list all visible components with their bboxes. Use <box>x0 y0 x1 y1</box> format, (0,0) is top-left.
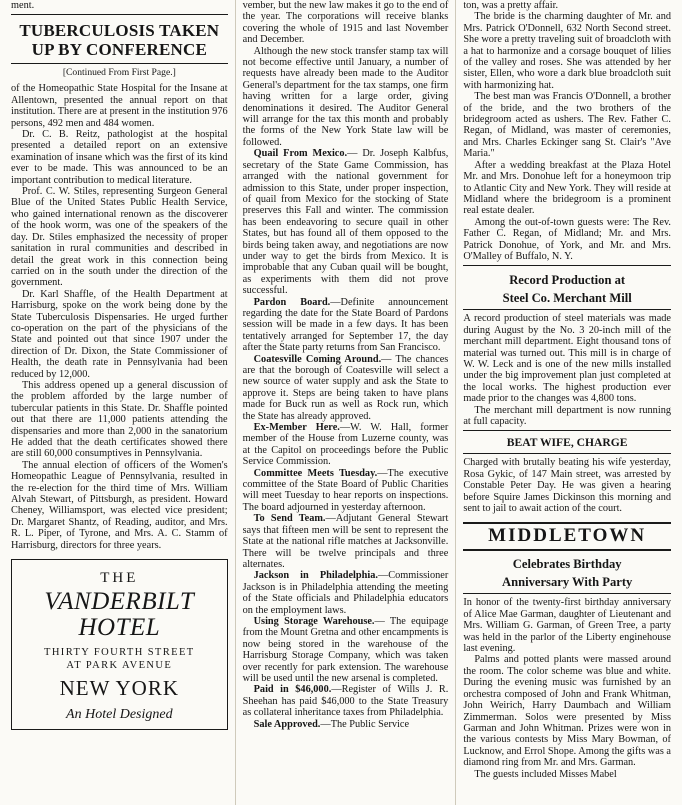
continued-from-line: [Continued From First Page.] <box>62 67 176 79</box>
headline-beat-wife-charge: BEAT WIFE, CHARGE <box>506 436 628 450</box>
article-paragraph: Dr. C. B. Reitz, pathologist at the hospital presented a detailed report on an extensive examination of insane which was the first of its kind ever to be made. This was announced to be an important contribution to medical literature. <box>11 129 228 186</box>
column-center <box>235 0 456 805</box>
headline-birthday-line1: Celebrates Birthday <box>512 557 622 572</box>
article-paragraph: Dr. Karl Shaffle, of the Health Department at Harrisburg, spoke on the work being done by the State Tuberculosis Dispensaries. He urged further co-operation on the part of the physicians of the State and pointed out that since 1907 under the direction of Dr. Dixon, the State Commissioner of Health, the death rate in Pennsylvania had been reduced by 12,000. <box>11 288 228 380</box>
news-brief <box>243 148 449 296</box>
advertisement-vanderbilt-hotel[interactable] <box>11 559 228 730</box>
news-brief-lead: Ex-Member Here. <box>253 422 340 434</box>
news-brief-text: —The executive committee of the State Board of Public Charities will meet Tuesday to hear reports on inspections. The board adjourned in yesterday afternoon. <box>242 467 449 513</box>
divider-rule <box>11 63 228 64</box>
news-brief <box>243 719 449 730</box>
news-brief-lead: Paid in $46,000. <box>253 684 332 696</box>
divider-rule <box>11 14 228 15</box>
divider-rule <box>463 430 671 431</box>
news-brief-lead: Committee Meets Tuesday. <box>253 467 378 479</box>
column-left <box>4 0 235 805</box>
article-paragraph: After a wedding breakfast at the Plaza Hotel Mr. and Mrs. Donohue left for a honeymoon trip to Atlantic City and New York. They will reside at Midland where the bridegroom is a prominent real estate dealer. <box>463 159 671 217</box>
news-brief-text: —Register of Wills J. R. Sheehan has paid $46,000 to the State Treasury as collateral inheritance taxes from Philadelphia. <box>242 684 449 719</box>
section-tag-middletown: MIDDLETOWN <box>463 522 671 551</box>
ad-city: NEW YORK <box>59 676 180 701</box>
news-brief-text: —Definite announcement regarding the date for the State Board of Pardons session will be made in a few days. It has been tentatively arranged for September 17, the day after the State party returns from San Francisco. <box>242 296 449 354</box>
ad-the-label: THE <box>100 570 139 587</box>
news-brief-lead: Coatesville Coming Around. <box>253 353 382 365</box>
article-paragraph: This address opened up a general discussion of the problem afforded by the large number of tubercular patients in this State. Dr. Shaffle pointed out that there are 11,000 patients attending the dispensaries and more than 2,000 in the sanatorium He added that the death certificates showed there are still 60,000 consumptives in Pennsylvania. <box>11 379 228 460</box>
news-brief-text: —Adjutant General Stewart says that fifteen men will be sent to represent the State at the national rifle matches at Jacksonville. There will be twelve principals and three alternates. <box>242 513 449 570</box>
news-brief <box>243 684 449 718</box>
ad-address-line1: THIRTY FOURTH STREET <box>44 647 195 659</box>
article-paragraph: The merchant mill department is now running at full capacity. <box>463 404 671 427</box>
news-brief-lead: To Send Team. <box>253 513 326 525</box>
article-paragraph: ton, was a pretty affair. <box>463 0 559 11</box>
news-brief-lead: Quail From Mexico. <box>253 148 348 160</box>
news-brief <box>243 513 449 570</box>
top-fragment-text: ment. <box>11 0 35 11</box>
news-brief-lead: Sale Approved. <box>253 718 321 730</box>
divider-rule <box>463 453 671 454</box>
news-brief <box>243 570 449 616</box>
news-brief <box>243 422 449 468</box>
news-brief-text: — The chances are that the borough of Coatesville will select a new source of water supply and ask the State to approve it. Steps are being taken to have plans made for Buck run as well as Rock run, which the State has already approved. <box>242 353 449 422</box>
news-brief <box>243 468 449 514</box>
headline-record-production-line1: Record Production at <box>509 273 626 288</box>
article-paragraph: A record production of steel materials was made during August by the No. 3 20-inch mill of the merchant mill department. Eight thousand tons of material was turned out. This mill is in charge of W. W. Leck and is one of the new mills installed under the big improvement plan just completed at the local works. The highest production ever made prior to the changes was 4,800 tons. <box>463 313 671 405</box>
ad-name-line1: VANDERBILT <box>44 588 195 616</box>
news-brief-text: —Commissioner Jackson is in Philadelphia attending the meeting of the State officials and Philadelphia educators on the employment laws. <box>242 570 449 616</box>
column-right <box>455 0 678 805</box>
article-paragraph: Prof. C. W. Stiles, representing Surgeon General Blue of the United States Public Health Service, who gained international renown as the discoverer of the hook worm, was one of the speakers of the day. Dr. Stiles emphasized the necessity of proper sanitation in rural communities and described in detail the great work in this connection being carried on in the south under the direction of the government. <box>11 186 228 289</box>
article-paragraph: The best man was Francis O'Donnell, a brother of the bride, and the two brothers of the bridegroom acted as ushers. The Rev. Father C. Regan, of Midland, was master of ceremonies, and Mrs. Charles Eckinger sang St. Clair's "Ave Maria." <box>463 91 671 160</box>
article-paragraph: The annual election of officers of the Women's Homeopathic League of Pennsylvania, resulted in the re-election for the third time of Mrs. William Alvah Stewart, of Pittsburgh, as president. Howard Cheney, Williamsport, was elected vice president; Dr. Margaret Shantz, of Reading, auditor, and Mrs. R. L. Piper, of Tyrone, and Mrs. A. C. Stamm of Harrisburg, directors for three years. <box>11 459 228 551</box>
ad-tagline: An Hotel Designed <box>66 707 173 723</box>
news-brief <box>243 297 449 354</box>
article-paragraph: Although the new stock transfer stamp tax will not become effective until January, a number of requests have already been made to the Auditor General's department for the tax stamps, one firm having written for a large order, giving denominations it desired. The Auditor General will arrange for the tax this month and probably the forms of the New York State law will be followed. <box>242 45 449 148</box>
news-brief-lead: Jackson in Philadelphia. <box>253 570 378 582</box>
article-paragraph: The bride is the charming daughter of Mr. and Mrs. Patrick O'Donnell, 632 North Second street. She wore a pretty traveling suit of broadcloth with a hat to harmonize and a corsage bouquet of lilies of the valley and roses. She was attended by her sister, Ellen, who wore a dark blue broadcloth suit with harmonizing hat. <box>463 11 671 91</box>
news-brief <box>243 616 449 684</box>
article-paragraph: Palms and potted plants were massed around the room. The color scheme was blue and white. During the evening music was furnished by an orchestra composed of John and Frank Whitman, John Weirich, Harry Daumbach and William Zimmerman. Solos were presented by Miss Garman and John Whitman. Prizes were won in the various contests by Miss Mary Bowman, of Lucknow, and Errol Shope. Among the gifts was a diamond ring from Mr. and Mrs. Garman. <box>463 654 671 769</box>
news-brief-text: —The Public Service <box>320 718 410 730</box>
news-brief <box>243 354 449 422</box>
headline-record-production-line2: Steel Co. Merchant Mill <box>502 291 632 306</box>
article-paragraph: Among the out-of-town guests were: The Rev. Father C. Regan, of Midland; Mr. and Mrs. Patrick Donohue, of York, and Mr. and Mrs. O'Malley of Buffalo, N. Y. <box>463 216 671 262</box>
divider-rule <box>463 309 671 310</box>
article-paragraph: In honor of the twenty-first birthday anniversary of Alice Mae Garman, daughter of Lieutenant and Mrs. William G. Garman, of Green Tree, a party was held in the parlor of the Liberty enginehouse last evening. <box>463 597 671 655</box>
news-brief-text: — Dr. Joseph Kalbfus, secretary of the State Game Commission, has arranged with the national government for admission to this State, under proper inspection, of quail from Mexico for the stocking of State preserves this Fall and winter. The commission has been endeavoring to secure quail in other States, but has found all of them opposed to the birds being taken away, and negotiations are now under way to get the birds from Mexico. It is improbable that any Cuban quail will be bought, as experiments with them did not prove successful. <box>242 148 449 297</box>
divider-rule <box>463 593 671 594</box>
news-brief-text: —W. W. Hall, former member of the House from Luzerne county, was at the Capitol on proceedings before the Public Service Commission. <box>242 422 449 468</box>
article-paragraph: vember, but the new law makes it go to the end of the year. The corporations will receive blanks covering the whole of 1915 and last November and December. <box>242 0 449 46</box>
ad-name-line2: HOTEL <box>78 614 161 642</box>
ad-address-line2: AT PARK AVENUE <box>66 660 173 672</box>
news-brief-text: — The equipage from the Mount Gretna and other encampments is now being stored in the warehouse of the Harrisburg Storage Company, which was taken over recently for park extension. The warehouse will be used until the new arsenal is completed. <box>242 615 449 684</box>
article-paragraph: of the Homeopathic State Hospital for the Insane at Allentown, presented the annual report on that institution. There are at present in the institution 976 persons, 492 men and 484 women. <box>11 83 228 129</box>
article-paragraph: The guests included Misses Mabel <box>474 768 617 780</box>
headline-tuberculosis: TUBERCULOSIS TAKEN UP BY CONFERENCE <box>19 21 220 60</box>
article-paragraph: Charged with brutally beating his wife yesterday, Rosa Gykic, of 147 Main street, was arrested by Constable Peter Day. He was given a hearing before Squire James Dickinson this morning and sent to jail to await action of the court. <box>463 457 671 515</box>
divider-rule <box>463 265 671 266</box>
headline-birthday-line2: Anniversary With Party <box>501 575 633 590</box>
news-brief-lead: Pardon Board. <box>253 296 331 308</box>
news-brief-lead: Using Storage Warehouse. <box>253 615 375 627</box>
